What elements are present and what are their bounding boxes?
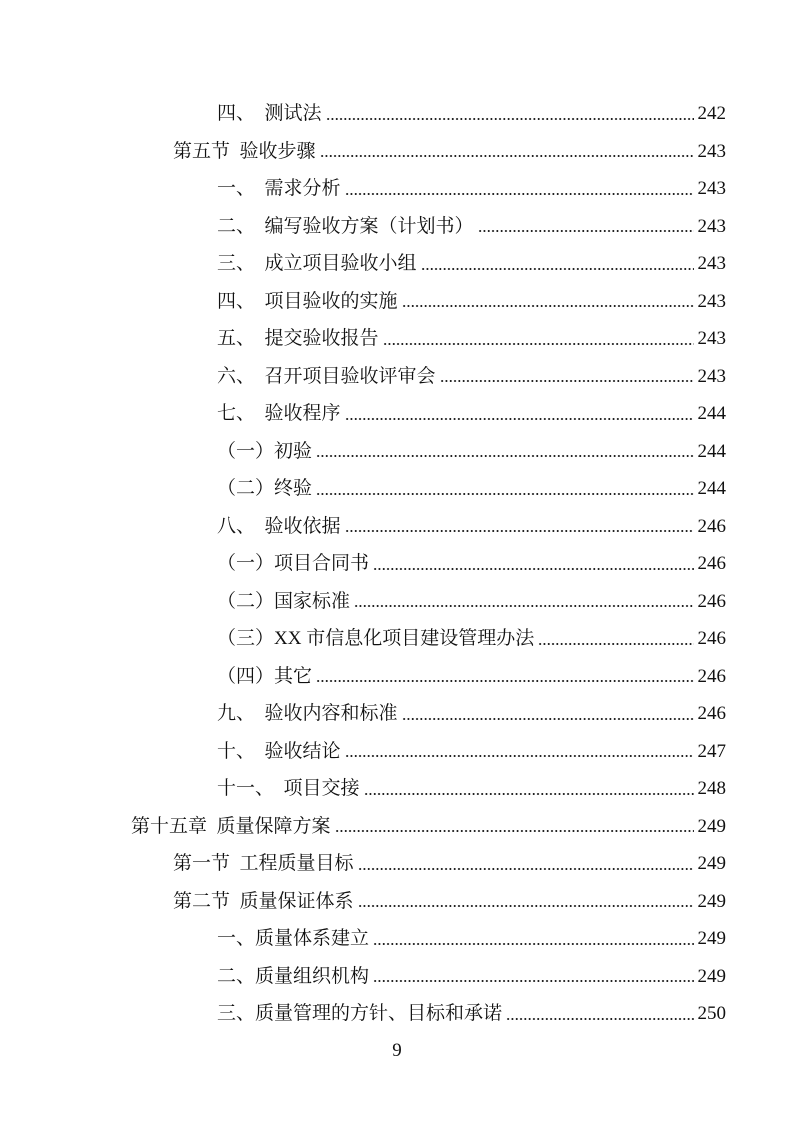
- toc-entry-page: 249: [697, 815, 726, 837]
- toc-entry-title: 三、质量管理的方针、目标和承诺: [217, 1003, 503, 1025]
- toc-entry-title: 六、 召开项目验收评审会: [217, 365, 436, 387]
- toc-entry-page: 248: [697, 778, 726, 800]
- toc-entry[interactable]: [217, 770, 726, 808]
- dot-leader: [402, 718, 694, 720]
- dot-leader: [354, 605, 693, 607]
- toc-entry-page: 244: [697, 440, 726, 462]
- toc-entry-title: （一）初验: [217, 440, 313, 462]
- toc-entry-title: 第一节 工程质量目标: [173, 853, 354, 875]
- toc-entry[interactable]: [217, 508, 726, 546]
- toc-entry[interactable]: [217, 620, 726, 658]
- toc-entry[interactable]: [173, 845, 726, 883]
- toc-entry-page: 249: [697, 965, 726, 987]
- page-number: 9: [392, 1040, 402, 1061]
- toc-entry[interactable]: [217, 733, 726, 771]
- toc-entry-page: 243: [697, 290, 726, 312]
- dot-leader: [345, 755, 694, 757]
- dot-leader: [506, 1018, 693, 1020]
- toc-entry[interactable]: [217, 433, 726, 471]
- toc-entry[interactable]: [217, 208, 726, 246]
- toc-entry-page: 250: [697, 1003, 726, 1025]
- toc-entry[interactable]: [217, 995, 726, 1033]
- dot-leader: [421, 268, 694, 270]
- dot-leader: [335, 830, 694, 832]
- toc-entry[interactable]: [217, 920, 726, 958]
- toc-entry-title: 八、 验收依据: [217, 515, 341, 537]
- dot-leader: [345, 418, 694, 420]
- toc-entry[interactable]: [217, 95, 726, 133]
- toc-entry-title: （二）终验: [217, 478, 313, 500]
- toc-entry-page: 243: [697, 178, 726, 200]
- dot-leader: [373, 980, 693, 982]
- toc-entry-page: 243: [697, 253, 726, 275]
- dot-leader: [326, 118, 694, 120]
- toc-entry[interactable]: [217, 245, 726, 283]
- toc-entry-page: 249: [697, 928, 726, 950]
- toc-entry[interactable]: [217, 358, 726, 396]
- toc-entry[interactable]: [217, 695, 726, 733]
- toc-entry-page: 243: [697, 328, 726, 350]
- toc-entry-page: 243: [697, 140, 726, 162]
- dot-leader: [364, 793, 694, 795]
- toc-entry[interactable]: [217, 545, 726, 583]
- toc-entry[interactable]: [131, 808, 726, 846]
- toc-entry-title: 一、质量体系建立: [217, 928, 370, 950]
- toc-entry[interactable]: [173, 883, 726, 921]
- toc-entry-title: 第五节 验收步骤: [173, 140, 316, 162]
- toc-entry-title: 二、 编写验收方案（计划书）: [217, 215, 474, 237]
- dot-leader: [383, 343, 694, 345]
- toc-entry-title: 十一、 项目交接: [217, 778, 360, 800]
- toc-entry-page: 243: [697, 365, 726, 387]
- dot-leader: [345, 193, 694, 195]
- toc-entry-title: 四、 测试法: [217, 103, 322, 125]
- toc-entry-title: （四）其它: [217, 665, 313, 687]
- toc-entry-title: 十、 验收结论: [217, 740, 341, 762]
- dot-leader: [440, 380, 694, 382]
- toc-entry-page: 244: [697, 403, 726, 425]
- dot-leader: [316, 455, 693, 457]
- toc-entry-page: 243: [697, 215, 726, 237]
- dot-leader: [402, 305, 694, 307]
- toc-entry-page: 247: [697, 740, 726, 762]
- toc-entry-page: 242: [697, 103, 726, 125]
- toc-entry-title: 一、 需求分析: [217, 178, 341, 200]
- toc-entry-title: 四、 项目验收的实施: [217, 290, 398, 312]
- dot-leader: [316, 680, 693, 682]
- toc-entry-title: （一）项目合同书: [217, 553, 370, 575]
- dot-leader: [358, 905, 694, 907]
- toc-entry[interactable]: [217, 658, 726, 696]
- toc-entry[interactable]: [173, 133, 726, 171]
- toc-entry-title: （三）XX 市信息化项目建设管理办法: [217, 628, 535, 650]
- dot-leader: [358, 868, 694, 870]
- toc-entry-page: 246: [697, 665, 726, 687]
- dot-leader: [373, 943, 693, 945]
- toc-entry-page: 246: [697, 628, 726, 650]
- toc-entry-page: 244: [697, 478, 726, 500]
- toc-entry-page: 246: [697, 553, 726, 575]
- toc-entry-page: 249: [697, 890, 726, 912]
- toc-entry-title: 七、 验收程序: [217, 403, 341, 425]
- toc-entry-page: 246: [697, 703, 726, 725]
- dot-leader: [538, 643, 693, 645]
- dot-leader: [478, 230, 694, 232]
- toc-entry-title: 二、质量组织机构: [217, 965, 370, 987]
- dot-leader: [316, 493, 693, 495]
- toc-entry[interactable]: [217, 958, 726, 996]
- toc-entry-page: 249: [697, 853, 726, 875]
- dot-leader: [320, 155, 694, 157]
- toc-entry[interactable]: [217, 283, 726, 321]
- table-of-contents: [0, 95, 794, 1033]
- toc-entry-title: （二）国家标准: [217, 590, 351, 612]
- toc-entry-title: 第二节 质量保证体系: [173, 890, 354, 912]
- toc-entry-title: 三、 成立项目验收小组: [217, 253, 417, 275]
- toc-entry-page: 246: [697, 515, 726, 537]
- toc-entry[interactable]: [217, 395, 726, 433]
- toc-entry[interactable]: [217, 470, 726, 508]
- dot-leader: [345, 530, 694, 532]
- toc-entry-title: 九、 验收内容和标准: [217, 703, 398, 725]
- toc-entry[interactable]: [217, 170, 726, 208]
- toc-entry[interactable]: [217, 583, 726, 621]
- dot-leader: [373, 568, 693, 570]
- toc-entry-title: 五、 提交验收报告: [217, 328, 379, 350]
- toc-entry[interactable]: [217, 320, 726, 358]
- toc-entry-title: 第十五章 质量保障方案: [131, 815, 331, 837]
- toc-entry-page: 246: [697, 590, 726, 612]
